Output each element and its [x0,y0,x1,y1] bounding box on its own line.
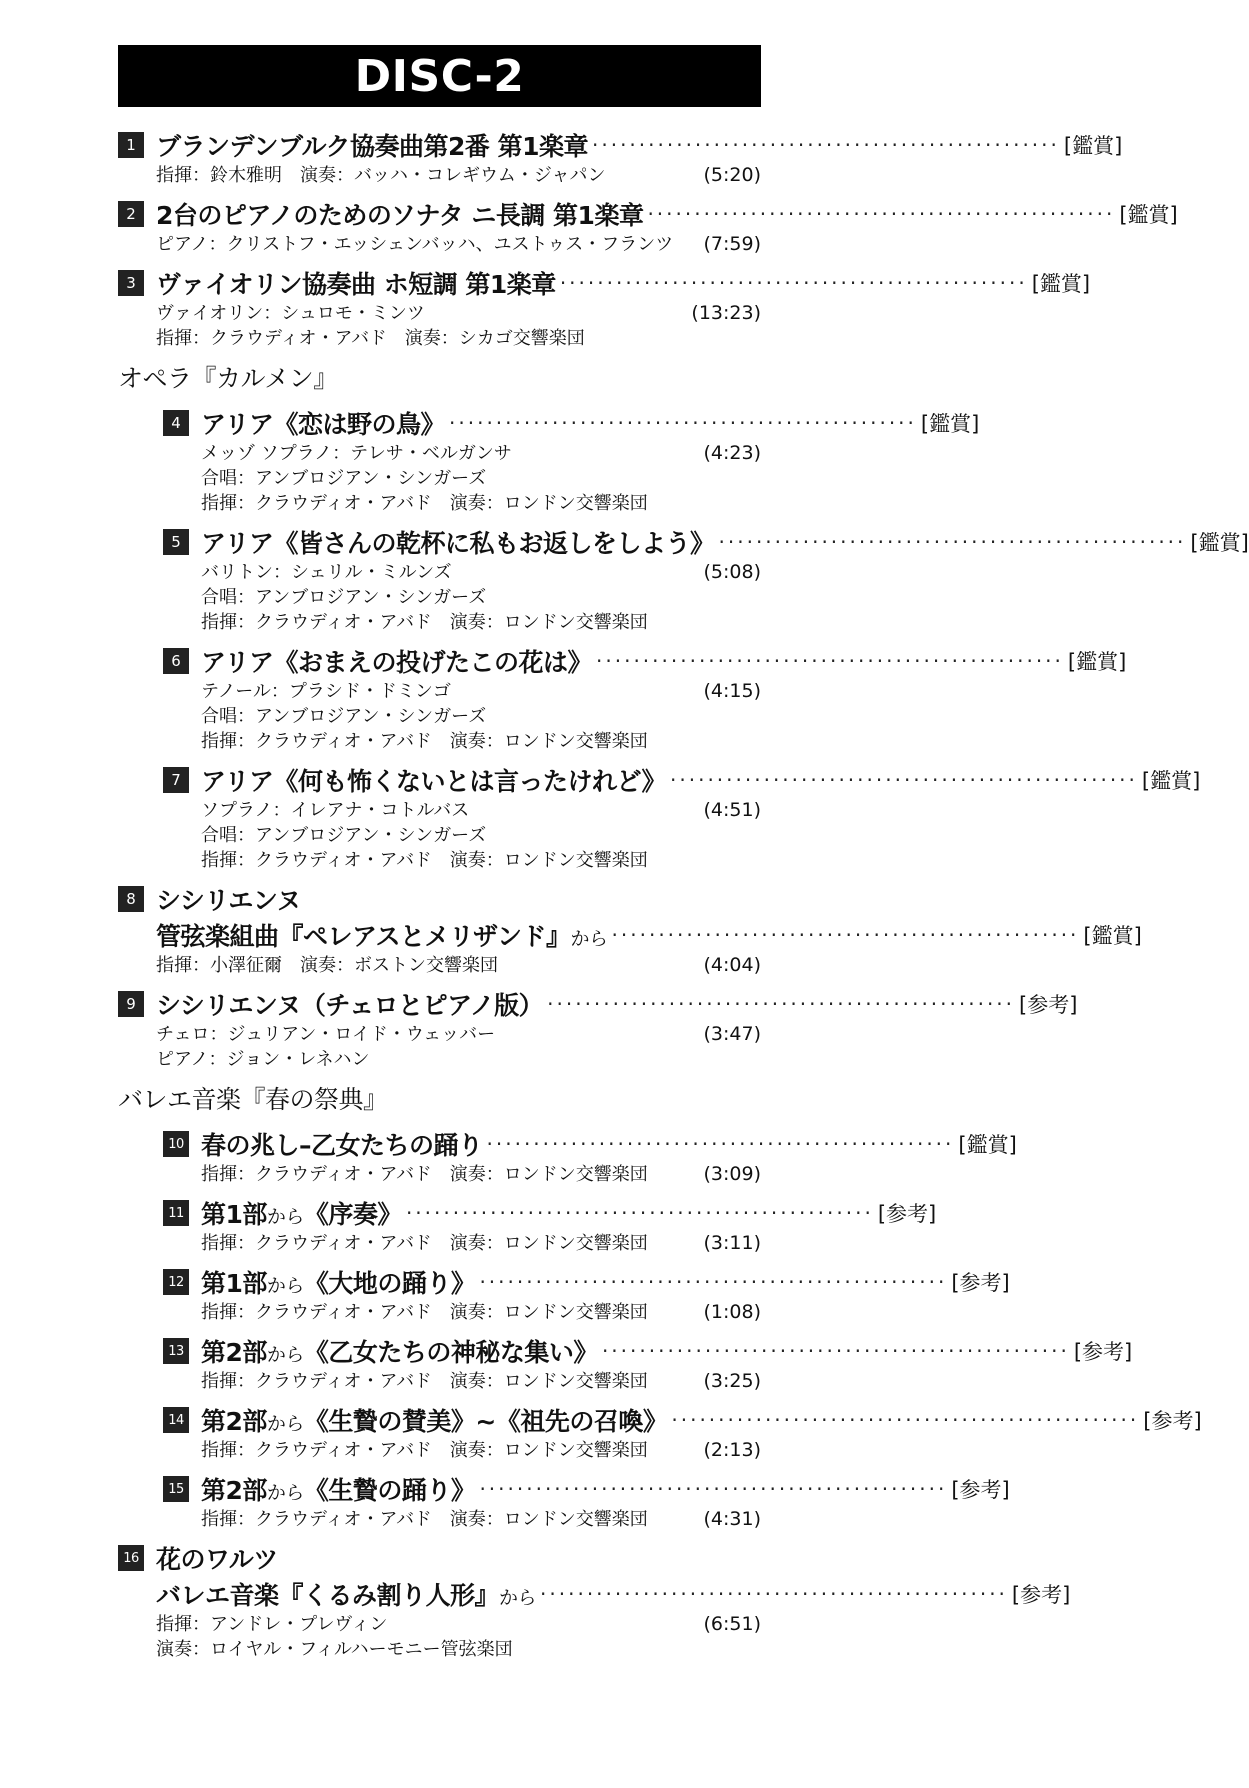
leader-dots: ·················································· [647,202,1116,226]
track-title: アリア《恋は野の鳥》 [201,410,446,439]
track-11 [118,1195,937,1256]
track-duration: (5:08) [703,561,761,583]
track-duration: (1:08) [703,1301,761,1323]
track-number: 1 [118,132,144,158]
track-subtitle: バレエ音楽『くるみ割り人形』から [156,1581,537,1610]
leader-dots: ·················································· [596,649,1064,673]
track-tag: [参考] [951,1271,1010,1295]
track-12 [118,1264,1010,1325]
track-title: 春の兆し–乙女たちの踊り [201,1131,483,1160]
leader-dots: ·················································· [547,992,1016,1016]
leader-dots: ·················································· [405,1201,874,1225]
leader-dots: ·················································· [611,923,1080,947]
track-title: 第1部から《大地の踊り》 [201,1269,476,1298]
track-number: 15 [163,1476,189,1502]
disc-title: DISC-2 [118,45,761,107]
track-tag: [鑑賞] [958,1133,1017,1157]
track-number: 12 [163,1269,189,1295]
section-heading-carmen: オペラ『カルメン』 [118,364,338,393]
track-duration: (3:11) [703,1232,761,1254]
track-tag: [鑑賞] [1119,203,1178,227]
track-tag: [鑑賞] [1031,272,1091,296]
track-7 [118,762,1201,873]
track-tag: [参考] [877,1202,937,1226]
track-number: 8 [118,886,144,912]
track-duration: (4:31) [703,1508,761,1530]
track-title: アリア《何も怖くないとは言ったけれど》 [201,767,667,796]
performer-line: 指揮：クラウディオ・アバド 演奏：ロンドン交響楽団 [201,1302,648,1323]
track-duration: (4:23) [703,442,761,464]
track-title: アリア《皆さんの乾杯に私もお返しをしよう》 [201,529,715,558]
track-9 [118,986,1078,1072]
track-tag: [参考] [1011,1583,1071,1607]
performer-line: ピアノ：ジョン・レネハン [156,1049,370,1070]
track-number: 10 [163,1131,189,1157]
track-1 [118,127,1123,188]
track-number: 3 [118,270,144,296]
track-tag: [参考] [1019,993,1078,1017]
performer-line: 指揮：小澤征爾 演奏：ボストン交響楽団 [156,955,498,976]
track-tag: [参考] [1143,1409,1202,1433]
performer-line: 指揮：クラウディオ・アバド 演奏：ロンドン交響楽団 [201,493,648,514]
performer-line: 指揮：クラウディオ・アバド 演奏：ロンドン交響楽団 [201,1371,648,1392]
track-8 [118,881,1142,978]
leader-dots: ·················································· [486,1132,955,1156]
track-tag: [鑑賞] [1063,134,1123,158]
leader-dots: ·················································· [479,1477,948,1501]
performer-line: 指揮：アンドレ・プレヴィン [156,1614,388,1635]
track-title: ヴァイオリン協奏曲 ホ短調 第1楽章 [156,270,556,299]
leader-dots: ·················································· [540,1582,1008,1606]
performer-line: 指揮：クラウディオ・アバド 演奏：シカゴ交響楽団 [156,328,585,349]
performer-line: 合唱：アンブロジアン・シンガーズ [201,825,487,846]
track-number: 7 [163,767,189,793]
track-subtitle: 管弦楽組曲『ペレアスとメリザンド』から [156,922,608,951]
track-duration: (4:51) [703,799,761,821]
section-heading-rite: バレエ音楽『春の祭典』 [118,1085,388,1114]
leader-dots: ·················································· [670,768,1138,792]
performer-line: 合唱：アンブロジアン・シンガーズ [201,706,487,727]
performer-line: テノール：プラシド・ドミンゴ [201,681,451,702]
track-number: 4 [163,410,189,436]
track-title: 第2部から《生贄の踊り》 [201,1476,476,1505]
track-title: シシリエンヌ [156,886,301,915]
track-duration: (3:47) [703,1023,761,1045]
track-number: 2 [118,201,144,227]
track-number: 9 [118,991,144,1017]
leader-dots: ·················································· [601,1339,1070,1363]
track-duration: (4:15) [703,680,761,702]
track-tag: [参考] [1073,1340,1133,1364]
track-title: シシリエンヌ（チェロとピアノ版） [156,991,544,1020]
track-number: 16 [118,1545,144,1571]
performer-line: 指揮：クラウディオ・アバド 演奏：ロンドン交響楽団 [201,1440,648,1461]
performer-line: 演奏：ロイヤル・フィルハーモニー管弦楽団 [156,1639,513,1660]
track-2 [118,196,1178,257]
track-duration: (3:25) [703,1370,761,1392]
performer-line: チェロ：ジュリアン・ロイド・ウェッバー [156,1024,496,1045]
track-duration: (5:20) [703,164,761,186]
track-title: 花のワルツ [156,1545,278,1574]
track-number: 13 [163,1338,189,1364]
track-number: 14 [163,1407,189,1433]
track-duration: (2:13) [703,1439,761,1461]
track-title: 第1部から《序奏》 [201,1200,402,1229]
performer-line: 指揮：クラウディオ・アバド 演奏：ロンドン交響楽団 [201,1233,648,1254]
track-duration: (7:59) [703,233,761,255]
performer-line: 合唱：アンブロジアン・シンガーズ [201,587,487,608]
performer-line: バリトン：シェリル・ミルンズ [201,562,452,583]
performer-line: 合唱：アンブロジアン・シンガーズ [201,468,487,489]
track-15 [118,1471,1010,1532]
track-3 [118,265,1091,351]
performer-line: ヴァイオリン：シュロモ・ミンツ [156,303,425,324]
track-14 [118,1402,1202,1463]
performer-line: メッゾ ソプラノ：テレサ・ベルガンサ [201,443,512,464]
leader-dots: ·················································· [479,1270,948,1294]
track-title: アリア《おまえの投げたこの花は》 [201,648,593,677]
leader-dots: ·················································· [592,133,1060,157]
performer-line: 指揮：クラウディオ・アバド 演奏：ロンドン交響楽団 [201,731,648,752]
track-tag: [参考] [951,1478,1010,1502]
track-title: 2台のピアノのためのソナタ ニ長調 第1楽章 [156,201,644,230]
track-number: 5 [163,529,189,555]
track-duration: (13:23) [691,302,761,324]
track-16 [118,1540,1071,1662]
performer-line: ピアノ：クリストフ・エッシェンバッハ、ユストゥス・フランツ [156,234,674,255]
performer-line: 指揮：クラウディオ・アバド 演奏：ロンドン交響楽団 [201,612,648,633]
track-tag: [鑑賞] [1141,769,1201,793]
track-5 [118,524,1249,635]
track-duration: (4:04) [703,954,761,976]
performer-line: ソプラノ：イレアナ・コトルバス [201,800,470,821]
track-tag: [鑑賞] [920,412,980,436]
performer-line: 指揮：クラウディオ・アバド 演奏：ロンドン交響楽団 [201,1164,648,1185]
track-13 [118,1333,1133,1394]
performer-line: 指揮：クラウディオ・アバド 演奏：ロンドン交響楽団 [201,1509,648,1530]
track-title: 第2部から《乙女たちの神秘な集い》 [201,1338,598,1367]
track-number: 6 [163,648,189,674]
track-tag: [鑑賞] [1067,650,1127,674]
track-10 [118,1126,1017,1187]
track-list [118,127,1249,1670]
track-tag: [鑑賞] [1083,924,1142,948]
track-title: ブランデンブルク協奏曲第2番 第1楽章 [156,132,588,161]
track-title: 第2部から《生贄の賛美》~《祖先の召喚》 [201,1407,668,1436]
leader-dots: ·················································· [718,530,1187,554]
leader-dots: ·················································· [449,411,917,435]
track-tag: [鑑賞] [1190,531,1249,555]
leader-dots: ·················································· [671,1408,1140,1432]
track-duration: (6:51) [703,1613,761,1635]
track-duration: (3:09) [703,1163,761,1185]
track-4 [118,405,980,516]
performer-line: 指揮：クラウディオ・アバド 演奏：ロンドン交響楽団 [201,850,648,871]
performer-line: 指揮：鈴木雅明 演奏：バッハ・コレギウム・ジャパン [156,165,606,186]
track-number: 11 [163,1200,189,1226]
track-6 [118,643,1127,754]
leader-dots: ·················································· [559,271,1028,295]
